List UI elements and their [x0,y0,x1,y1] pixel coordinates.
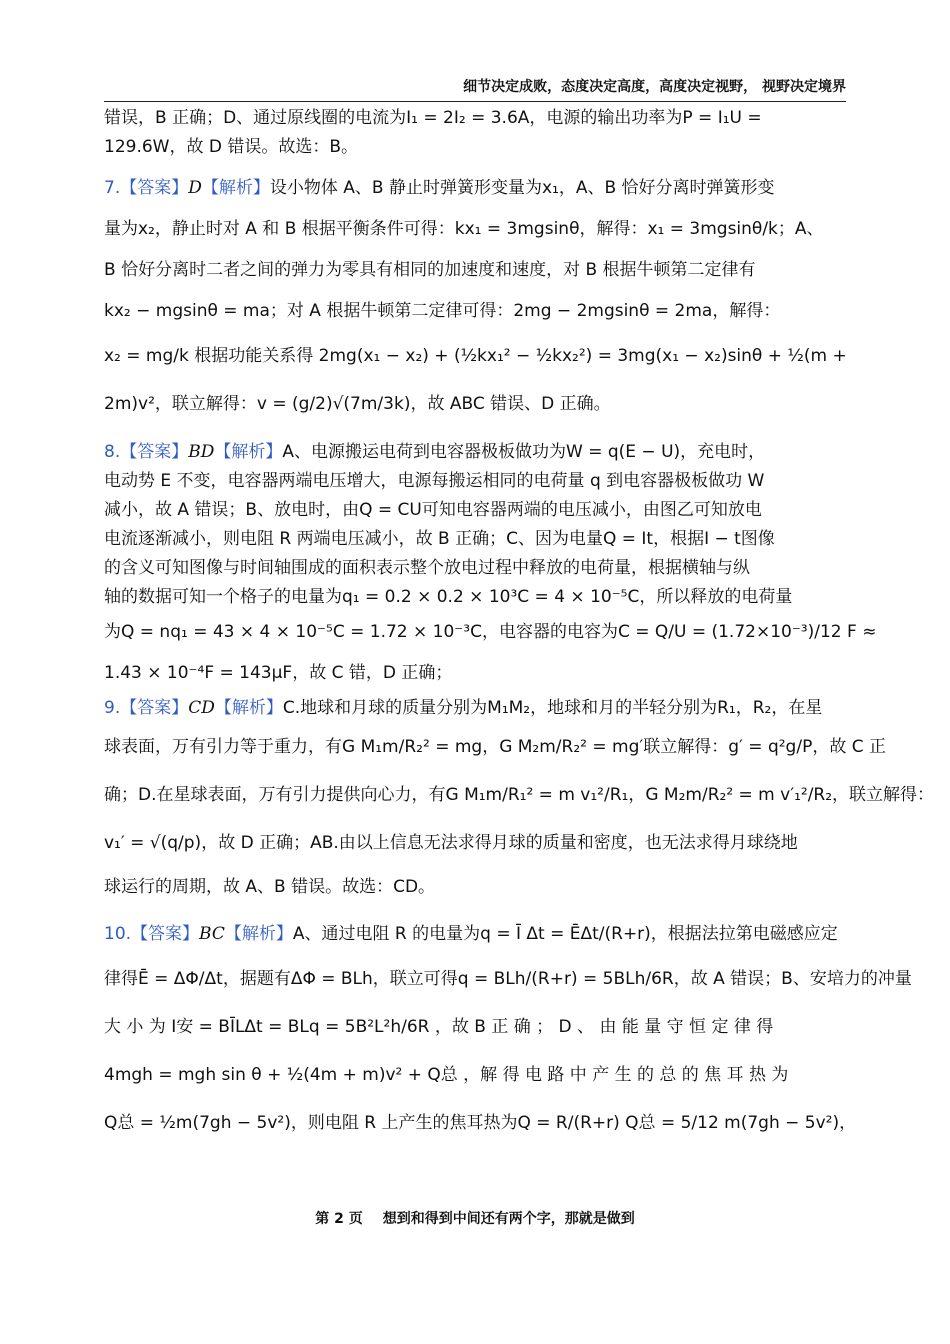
answer-value: D [188,178,202,198]
page-number: 第 2 页 [315,1211,363,1227]
analysis-tag: 【解析】 [214,442,283,462]
text-line: x₂ = mg/k 根据功能关系得 2mg(x₁ − x₂) + (½kx₁² − ½kx₂²) = 3mg(x₁ − x₂)sinθ + ½(m + [104,346,847,366]
analysis-tag: 【解析】 [214,698,283,718]
text-line: 量为x₂，静止时对 A 和 B 根据平衡条件可得：kx₁ = 3mgsinθ，解得：x₁ = 3mgsinθ/k；A、 [104,219,824,239]
analysis-tag: 【解析】 [224,924,293,944]
answer-body [104,104,935,1147]
text-line: v₁′ = √(q/p)，故 D 正确；AB.由以上信息无法求得月球的质量和密度，也无法求得月球绕地 [104,833,798,853]
page-header-motto: 细节决定成败，态度决定高度，高度决定视野， 视野决定境界 [463,79,846,95]
text-line: A、电源搬运电荷到电容器极板做功为W = q(E − U)，充电时， [282,442,766,462]
question-number: 9. [104,698,121,718]
question-7-line [104,168,846,209]
text-line: A、通过电阻 R 的电量为q = Ī Δt = ĒΔt/(R+r)，根据法拉第电磁感应定 [292,924,838,944]
text-line: 2m)v²，联立解得：v = (g/2)√(7m/3k)，故 ABC 错误、D 正确。 [104,394,611,414]
text-line: 律得Ē = ΔΦ/Δt，据题有ΔΦ = BLh，联立可得q = BLh/(R+r) = 5BLh/6R，故 A 错误；B、安培力的冲量 [104,969,912,989]
text-line: B 恰好分离时二者之间的弹力为零具有相同的加速度和速度，对 B 根据牛顿第二定律有 [104,260,756,280]
text-line: Q总 = ½m(7gh − 5v²)，则电阻 R 上产生的焦耳热为Q = R/(R+r) Q总 = 5/12 m(7gh − 5v²)， [104,1113,857,1133]
question-number: 8. [104,442,121,462]
text-line: 4mgh = mgh sin θ + ½(4m + m)v² + Q总 ，解 得 电 路 中 产 生 的 总 的 焦 耳 热 为 [104,1065,789,1085]
answer-tag: 【答案】 [120,442,189,462]
answer-value: BD [188,442,215,462]
text-line: 错误，B 正确；D、通过原线圈的电流为I₁ = 2I₂ = 3.6A，电源的输出功率为P = I₁U = [104,108,762,128]
text-line: 大 小 为 I安 = BĪLΔt = BLq = 5B²L²h/6R ，故 B 正 确 ； D 、 由 能 量 守 恒 定 律 得 [104,1017,774,1037]
answer-value: BC [199,924,225,944]
text-line: C.地球和月球的质量分别为M₁M₂，地球和月的半轻分别为R₁，R₂，在星 [282,698,823,718]
answer-tag: 【答案】 [120,698,189,718]
question-number: 7. [104,178,121,198]
footer-slogan: 想到和得到中间还有两个字，那就是做到 [382,1211,635,1227]
answer-tag: 【答案】 [131,924,200,944]
text-line: 电动势 E 不变，电容器两端电压增大，电源每搬运相同的电荷量 q 到电容器极板做功 W [104,471,765,491]
question-9-line [104,694,846,723]
text-line: 的含义可知图像与时间轴围成的面积表示整个放电过程中释放的电荷量，根据横轴与纵 [104,558,750,578]
text-line: 为Q = nq₁ = 43 × 4 × 10⁻⁵C = 1.72 × 10⁻³C，电容器的电容为C = Q/U = (1.72×10⁻³)/12 F ≈ [104,622,877,642]
header-divider [104,101,846,102]
text-line: 设小物体 A、B 静止时弹簧形变量为x₁，A、B 恰好分离时弹簧形变 [269,178,775,198]
answer-tag: 【答案】 [120,178,189,198]
question-8-line [104,438,846,467]
text-line: 减小，故 A 错误；B、放电时，由Q = CU可知电容器两端的电压减小，由图乙可知放电 [104,500,762,520]
text-line: 球运行的周期，故 A、B 错误。故选：CD。 [104,877,436,897]
text-line: 确；D.在星球表面，万有引力提供向心力，有G M₁m/R₁² = m v₁²/R₁，G M₂m/R₂² = m v′₁²/R₂，联立解得： [104,785,935,805]
text-line: 电流逐渐减小，则电阻 R 两端电压减小，故 B 正确；C、因为电量Q = It，根据I − t图像 [104,529,775,549]
page-footer [104,1208,846,1232]
text-line: 129.6W，故 D 错误。故选：B。 [104,137,359,157]
text-line: 球表面，万有引力等于重力，有G M₁m/R₂² = mg，G M₂m/R₂² = mg′联立解得：g′ = q²g/P，故 C 正 [104,737,886,757]
question-10-line [104,914,846,955]
question-number: 10. [104,924,132,944]
text-line: 轴的数据可知一个格子的电量为q₁ = 0.2 × 0.2 × 10³C = 4 × 10⁻⁵C，所以释放的电荷量 [104,587,793,607]
text-line: 1.43 × 10⁻⁴F = 143μF，故 C 错，D 正确； [104,663,453,683]
text-line: kx₂ − mgsinθ = ma；对 A 根据牛顿第二定律可得：2mg − 2mgsinθ = 2ma，解得： [104,301,781,321]
answer-value: CD [188,698,215,718]
analysis-tag: 【解析】 [201,178,270,198]
